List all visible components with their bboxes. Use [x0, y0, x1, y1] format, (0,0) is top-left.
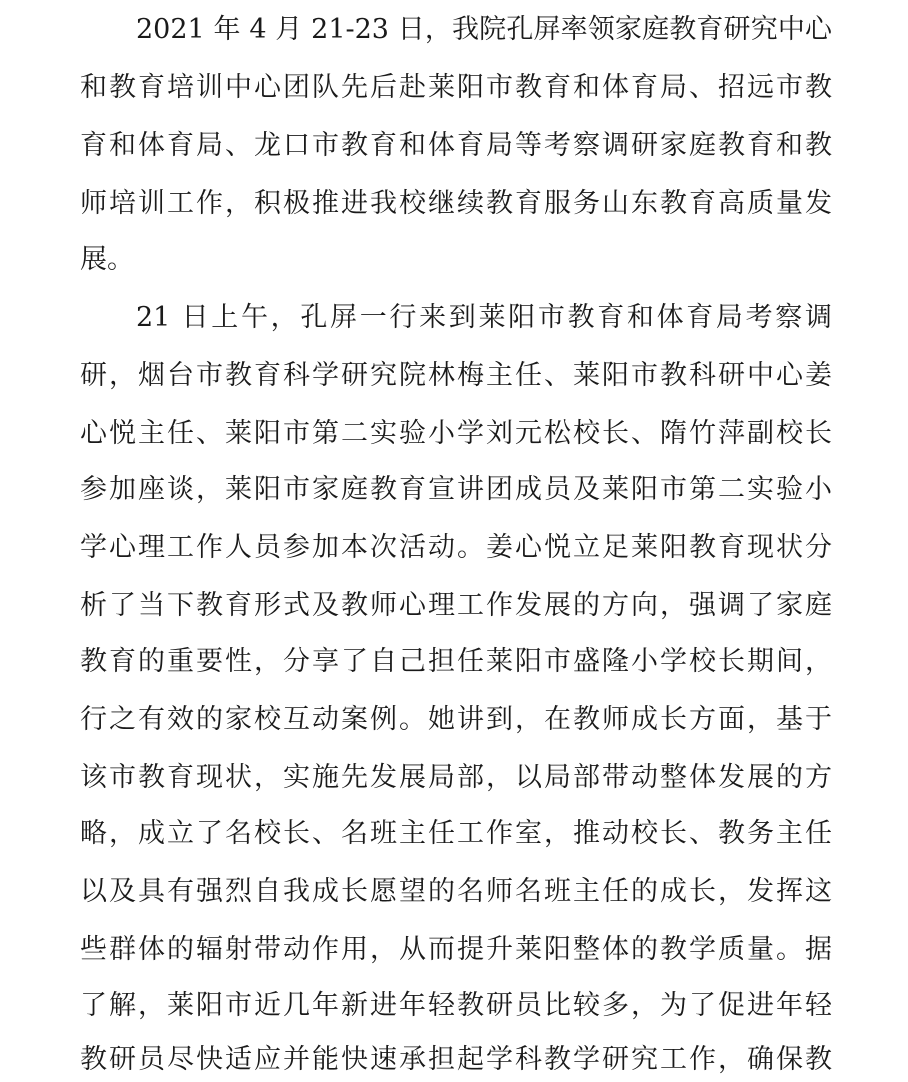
paragraph-1-line-2: 和教育培训中心团队先后赴莱阳市教育和体育局、招远市教: [80, 72, 832, 103]
paragraph-2-line-3: 心悦主任、莱阳市第二实验小学刘元松校长、隋竹萍副校长: [80, 418, 832, 449]
paragraph-2-line-1: 21 日上午，孔屏一行来到莱阳市教育和体育局考察调: [136, 302, 832, 333]
paragraph-2-line-13: 了解，莱阳市近几年新进年轻教研员比较多，为了促进年轻: [80, 990, 832, 1021]
paragraph-2-line-5: 学心理工作人员参加本次活动。姜心悦立足莱阳教育现状分: [80, 532, 832, 563]
paragraph-1-line-3: 育和体育局、龙口市教育和体育局等考察调研家庭教育和教: [80, 130, 832, 161]
paragraph-1-line-1: 2021 年 4 月 21-23 日，我院孔屏率领家庭教育研究中心: [136, 14, 832, 45]
paragraph-2-line-7: 教育的重要性，分享了自己担任莱阳市盛隆小学校长期间，: [80, 646, 832, 677]
paragraph-2-line-9: 该市教育现状，实施先发展局部，以局部带动整体发展的方: [80, 762, 832, 793]
paragraph-2-line-10: 略，成立了名校长、名班主任工作室，推动校长、教务主任: [80, 818, 832, 849]
paragraph-2-line-8: 行之有效的家校互动案例。她讲到，在教师成长方面，基于: [80, 704, 832, 735]
paragraph-2-line-14: 教研员尽快适应并能快速承担起学科教学研究工作，确保教: [80, 1044, 832, 1075]
paragraph-1-line-5: 展。: [80, 244, 134, 275]
paragraph-2-line-12: 些群体的辐射带动作用，从而提升莱阳整体的教学质量。据: [80, 934, 832, 965]
paragraph-2-line-2: 研，烟台市教育科学研究院林梅主任、莱阳市教科研中心姜: [80, 360, 832, 391]
paragraph-1-line-4: 师培训工作，积极推进我校继续教育服务山东教育高质量发: [80, 188, 832, 219]
paragraph-2-line-6: 析了当下教育形式及教师心理工作发展的方向，强调了家庭: [80, 590, 832, 621]
paragraph-2-line-11: 以及具有强烈自我成长愿望的名师名班主任的成长，发挥这: [80, 876, 832, 907]
paragraph-2-line-4: 参加座谈，莱阳市家庭教育宣讲团成员及莱阳市第二实验小: [80, 474, 832, 505]
